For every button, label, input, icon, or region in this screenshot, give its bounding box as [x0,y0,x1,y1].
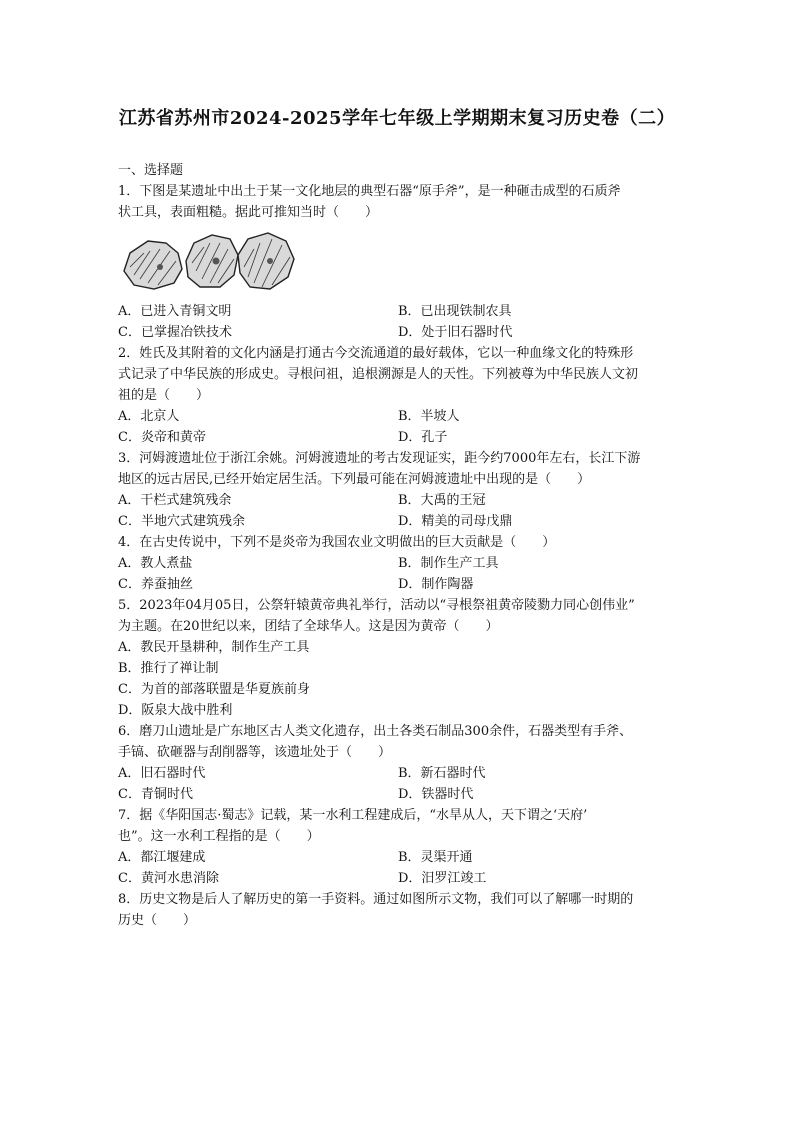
options-row [118,406,678,427]
option-a[interactable]: A．北京人 [118,409,180,424]
question-text: 历史（ ） [118,913,197,928]
option-c[interactable]: C．为首的部落联盟是华夏族前身 [118,682,310,697]
option-a[interactable]: A．都江堰建成 [118,850,206,865]
question-6 [118,721,678,805]
section-heading: 一、选择题 [118,163,184,178]
option-d[interactable]: D．铁器时代 [398,787,474,802]
options-row [118,847,678,868]
options-row [118,322,678,343]
options-row [118,784,678,805]
question-text: 6．磨刀山遗址是广东地区古人类文化遗存，出土各类石制品300余件，石器类型有手斧、 [118,724,633,739]
option-b[interactable]: B．制作生产工具 [398,556,499,571]
stone-hand-axes-image [118,223,678,301]
question-text: 地区的远古居民,已经开始定居生活。下列最可能在河姆渡遗址中出现的是（ ） [118,472,591,487]
question-text: 7．据《华阳国志·蜀志》记载，某一水利工程建成后，“水旱从人，天下谓之‘天府’ [118,808,588,823]
option-c[interactable]: C．养蚕抽丝 [118,577,193,592]
option-c[interactable]: C．半地穴式建筑残余 [118,514,245,529]
option-d[interactable]: D．阪泉大战中胜利 [118,703,233,718]
page-title: 江苏省苏州市2024-2025学年七年级上学期期末复习历史卷（二） [118,108,676,129]
question-5 [118,595,678,721]
question-text: 1．下图是某遗址中出土于某一文化地层的典型石器“原手斧”，是一种砸击成型的石质斧 [118,184,621,199]
stone-tools-drawing [120,231,300,293]
exam-content [118,160,678,931]
option-c[interactable]: C．已掌握冶铁技术 [118,325,232,340]
question-1 [118,181,678,343]
question-text: 2．姓氏及其附着的文化内涵是打通古今交流通道的最好载体，它以一种血缘文化的特殊形 [118,346,634,361]
question-text: 也”。这一水利工程指的是（ ） [118,829,320,844]
option-b[interactable]: B．灵渠开通 [398,850,473,865]
option-c[interactable]: C．青铜时代 [118,787,193,802]
question-text: 式记录了中华民族的形成史。寻根问祖，追根溯源是人的天性。下列被尊为中华民族人文初 [118,367,639,382]
question-2 [118,343,678,448]
option-b[interactable]: B．半坡人 [398,409,460,424]
options-row [118,868,678,889]
option-b[interactable]: B．大禹的王冠 [398,493,486,508]
option-a[interactable]: A．旧石器时代 [118,766,206,781]
question-text: 手镐、砍砸器与刮削器等，该遗址处于（ ） [118,745,392,760]
question-8 [118,889,678,931]
question-text: 祖的是（ ） [118,388,210,403]
option-a[interactable]: A．教人煮盐 [118,556,193,571]
question-3 [118,448,678,532]
question-text: 状工具，表面粗糙。据此可推知当时（ ） [118,205,379,220]
options-row [118,574,678,595]
option-a[interactable]: A．教民开垦耕种，制作生产工具 [118,640,310,655]
options-row [118,427,678,448]
question-text: 3．河姆渡遗址位于浙江余姚。河姆渡遗址的考古发现证实，距今约7000年左右，长江下游 [118,451,641,466]
option-d[interactable]: D．孔子 [398,430,448,445]
option-c[interactable]: C．黄河水患消除 [118,871,219,886]
option-d[interactable]: D．精美的司母戊鼎 [398,514,513,529]
option-b[interactable]: B．已出现铁制农具 [398,304,512,319]
option-b[interactable]: B．新石器时代 [398,766,486,781]
option-c[interactable]: C．炎帝和黄帝 [118,430,206,445]
option-d[interactable]: D．汨罗江竣工 [398,871,487,886]
question-4 [118,532,678,595]
question-text: 8．历史文物是后人了解历史的第一手资料。通过如图所示文物，我们可以了解哪一时期的 [118,892,634,907]
option-d[interactable]: D．制作陶器 [398,577,474,592]
options-row [118,490,678,511]
option-b[interactable]: B．推行了禅让制 [118,661,219,676]
question-text: 4．在古史传说中，下列不是炎帝为我国农业文明做出的巨大贡献是（ ） [118,535,556,550]
question-7 [118,805,678,889]
option-d[interactable]: D．处于旧石器时代 [398,325,513,340]
options-row [118,511,678,532]
question-text: 为主题。在20世纪以来，团结了全球华人。这是因为黄帝（ ） [118,619,499,634]
option-a[interactable]: A．干栏式建筑残余 [118,493,232,508]
options-row [118,763,678,784]
options-row [118,553,678,574]
question-text: 5．2023年04月05日，公祭轩辕黄帝典礼举行，活动以“寻根祭祖黄帝陵勠力同心创伟业” [118,598,635,613]
options-row [118,301,678,322]
option-a[interactable]: A．已进入青铜文明 [118,304,232,319]
